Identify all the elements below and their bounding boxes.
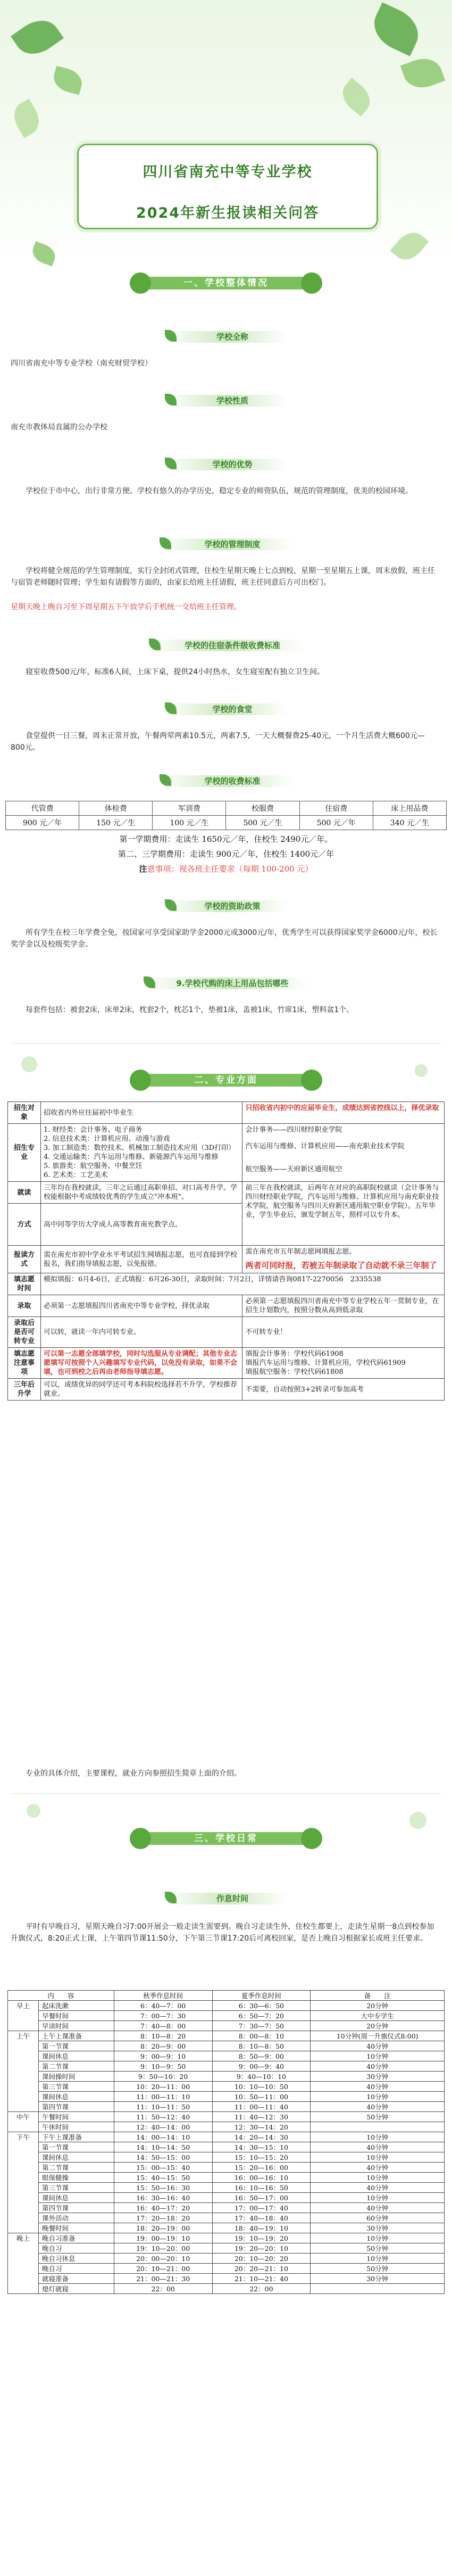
- table-cell: 10分钟: [311, 2092, 445, 2102]
- row-key: 三年后升学: [8, 1379, 41, 1401]
- section-label: 9.学校代购的床上用品包括哪些: [176, 979, 289, 988]
- table-cell: 第一节课: [38, 2142, 114, 2152]
- table-cell: 必须第一志愿填报四川省南充中等专业学校五年一贯制专业，在招生计划数内，按照分数从高到低录取: [242, 1295, 445, 1317]
- chapter-heading: [133, 1070, 319, 1091]
- table-row: [8, 2243, 445, 2254]
- table-cell: 第三节课: [38, 2183, 114, 2193]
- table-cell: 18：40—19：10: [212, 2223, 311, 2233]
- section-text: 寝室收费500元/年，标准6人间，上床下桌，提供24小时热水，女生寝室配有独立卫生间。: [26, 668, 325, 676]
- table-cell: 11：40—12：30: [212, 2112, 311, 2122]
- table-header-cell: 代管费: [6, 801, 79, 816]
- table-cell: 10：20—11：00: [114, 2082, 212, 2092]
- section-text: 所有学生在校三年学费全免，按国家可享受国家助学金2000元或3000元/年，优秀学生可以获得国家奖学金6000元/年，校长奖学金以及校级奖学金。: [11, 929, 438, 949]
- table-cell: 40分钟: [311, 2163, 445, 2173]
- table-cell: 20：20—21：10: [212, 2264, 311, 2274]
- table-cell: 21：10—21：40: [212, 2274, 311, 2284]
- table-row: [8, 1102, 445, 1124]
- highlight-text: 两者可同时报，若被五年制录取了自动就不录三年制了: [245, 1261, 437, 1270]
- section-label: 学校的资助政策: [204, 901, 261, 911]
- table-cell: 30分钟: [311, 2072, 445, 2082]
- table-header-cell: 备 注: [311, 1991, 445, 2001]
- table-cell: 11：00—11：40: [212, 2102, 311, 2112]
- table-cell: 晚自习准备: [38, 2233, 114, 2243]
- table-cell: 就寝准备: [38, 2274, 114, 2284]
- table-header-cell: 体检费: [79, 801, 153, 816]
- table-row: [8, 1246, 445, 1273]
- table-cell: 19：00—19：10: [114, 2233, 212, 2243]
- table-cell: 40分钟: [311, 2061, 445, 2072]
- table-cell: 第四节课: [38, 2102, 114, 2112]
- fee-summary: 第一学期费用：走读生 1650元／年，住校生 2490元／年。: [119, 834, 333, 844]
- table-cell: 10分钟: [311, 2254, 445, 2264]
- decoration: [409, 1812, 426, 1829]
- row-key: 报读方式: [8, 1246, 41, 1273]
- table-cell: 14：20—14：30: [212, 2132, 311, 2142]
- title-card: [77, 144, 378, 229]
- period-label: 晚上: [8, 2233, 39, 2294]
- table-cell: 40分钟: [311, 2183, 445, 2193]
- list-item: 填报汽车运用与维修、计算机应用，学校代码61909: [245, 1359, 406, 1367]
- table-cell: 16：30—16：40: [114, 2193, 212, 2203]
- table-cell: 30分钟: [311, 2223, 445, 2233]
- table-row: [8, 1295, 445, 1317]
- section-heading: [165, 697, 287, 718]
- table-cell: 第四节课: [38, 2203, 114, 2213]
- notice-text: 星期天晚上晚自习至下周星期五下午放学后手机统一交给班主任管理。: [11, 603, 241, 611]
- section-label: 作息时间: [216, 1894, 248, 1903]
- table-cell: 500 元／年: [299, 816, 373, 830]
- table-header-cell: 军训费: [153, 801, 226, 816]
- decoration: [21, 1056, 37, 1072]
- table-cell: 40分钟: [311, 2041, 445, 2051]
- table-cell: 9：50—10：20: [114, 2072, 212, 2082]
- table-cell: 9：00—9：40: [212, 2061, 311, 2072]
- table-cell: 19：10—20：00: [114, 2243, 212, 2254]
- table-cell: 20分钟: [311, 2021, 445, 2031]
- table-row: [8, 2122, 445, 2132]
- table-cell: 8：20—9：00: [114, 2041, 212, 2051]
- period-label: 中午: [8, 2112, 39, 2132]
- table-cell: 7：30—7：50: [212, 2021, 311, 2031]
- table-cell: 900 元／年: [6, 816, 79, 830]
- table-cell: 10分钟: [311, 2233, 445, 2243]
- table-cell: 22：00: [114, 2284, 212, 2294]
- table-cell: 14：30—15：10: [212, 2142, 311, 2152]
- table-cell: 15：50—16：30: [114, 2183, 212, 2193]
- list-item: 汽车运用与维修、计算机应用——南充职业技术学院: [245, 1142, 405, 1150]
- chapter-label: 一、学校整体情况: [183, 278, 269, 288]
- table-cell: 14：10—14：50: [114, 2142, 212, 2152]
- row-key: 录取: [8, 1295, 41, 1317]
- table-cell: 7：00—7：30: [114, 2011, 212, 2021]
- table-cell: 眼保健操: [38, 2173, 114, 2183]
- cell-text: 需在南充市五年制志愿网填报志愿。: [245, 1248, 356, 1256]
- table-cell: 第二节课: [38, 2163, 114, 2173]
- table-cell: 10：10—10：50: [212, 2082, 311, 2092]
- table-cell: 22：00: [212, 2284, 311, 2294]
- table-cell: [242, 1124, 445, 1182]
- table-row: [8, 1317, 445, 1348]
- table-row: [8, 2082, 445, 2092]
- table-cell: 晚自习: [38, 2264, 114, 2274]
- table-cell: 下午上课准备: [38, 2132, 114, 2142]
- section-heading: [160, 769, 292, 790]
- section-text: 学校位于市中心，出行非常方便。学校有悠久的办学历史，稳定专业的师资队伍，规范的管理制度，优美的校园环境。: [26, 487, 413, 495]
- list-item: 1. 财经类：会计事务、电子商务: [43, 1126, 143, 1134]
- row-key: 填志愿注意事项: [8, 1348, 41, 1379]
- list-item: 填报会计事务：学校代码61908: [245, 1350, 344, 1358]
- table-cell: 熄灯就寝: [38, 2284, 114, 2294]
- table-row: [8, 2011, 445, 2021]
- section-label: 学校性质: [216, 396, 248, 405]
- table-cell: 招收省内外应往届初中毕业生: [40, 1102, 242, 1124]
- table-cell: 课间休息: [38, 2051, 114, 2061]
- section-heading: [149, 633, 303, 655]
- table-cell: 6：40—7：00: [114, 2001, 212, 2011]
- table-cell: 40分钟: [311, 2203, 445, 2213]
- decoration: [27, 1804, 40, 1818]
- table-cell: 50分钟: [311, 2112, 445, 2122]
- table-cell: 16：40—17：20: [114, 2203, 212, 2213]
- table-cell: 课间休息: [38, 2152, 114, 2163]
- table-cell: 10分钟: [311, 2051, 445, 2061]
- table-cell: 19：10—19：20: [212, 2233, 311, 2243]
- table-row: [6, 816, 447, 830]
- table-row: [8, 2223, 445, 2233]
- table-row: [8, 2021, 445, 2031]
- table-cell: 10分钟(周一升旗仪式8:00): [311, 2031, 445, 2041]
- table-cell: 17：00—17：40: [212, 2203, 311, 2213]
- table-cell: 8：50—9：00: [212, 2051, 311, 2061]
- list-item: 2. 信息技术类：计算机应用、动漫与游戏: [43, 1135, 170, 1143]
- table-cell: 16：10—16：50: [212, 2183, 311, 2193]
- table-cell: 11：50—12：40: [114, 2112, 212, 2122]
- table-cell: 14：00—14：10: [114, 2132, 212, 2142]
- section-heading: [144, 971, 308, 992]
- list-item: 3. 加工制造类：数控技术、机械加工制造技术应用（3D打印）: [43, 1144, 236, 1152]
- table-cell: 起床洗漱: [38, 2001, 114, 2011]
- table-cell: [40, 1124, 242, 1182]
- table-row: [8, 2203, 445, 2213]
- table-cell: 上午上课准备: [38, 2031, 114, 2041]
- table-cell: 150 元／生: [79, 816, 153, 830]
- table-row: [8, 2284, 445, 2294]
- table-cell: 10：50—11：00: [212, 2092, 311, 2102]
- section-heading: [160, 532, 292, 553]
- table-header-cell: 夏季作息时间: [212, 1991, 311, 2001]
- table-cell: 前三年在我校就读，后两年在对应的高职院校就读（会计事务与四川财经职业学院，汽车运用与维修、计算机应用与南充职业技术学院，航空服务与四川天府新区通用航空职业学院）。五年毕业，学生毕业后，颁发学制五年，照样可以专升本。: [242, 1182, 445, 1246]
- list-item: 6. 艺术类：工艺美术: [43, 1171, 108, 1179]
- table-cell: 20分钟: [311, 2001, 445, 2011]
- table-row: [8, 2193, 445, 2203]
- table-cell: 可以转，就读一年内可转专业。: [40, 1317, 242, 1348]
- table-cell: 课外活动: [38, 2213, 114, 2223]
- table-cell: 课间休息: [38, 2193, 114, 2203]
- section-text: 每套件包括：被套2床，床单2床，枕套2个，枕芯1个，垫被1床，盖被1床，竹席1床，塑料盆1个。: [26, 1006, 354, 1014]
- major-table: [7, 1101, 445, 1401]
- table-cell: 模拟填报：6月4-6日，正式填报：6月26-30日，录取时间：7月2日，详情请咨询0817-2270056 2335538: [40, 1273, 444, 1295]
- table-row: [8, 2092, 445, 2102]
- section-heading: [165, 325, 287, 346]
- table-cell: 10分钟: [311, 2132, 445, 2142]
- table-cell: 大中专学生: [311, 2011, 445, 2021]
- chapter-label: 二、专业方面: [194, 1075, 258, 1086]
- page-subtitle: 2024年新生报读相关问答: [136, 205, 320, 221]
- table-cell: 40分钟: [311, 2102, 445, 2112]
- table-row: [8, 2132, 445, 2142]
- table-cell: 6：30—6：50: [212, 2001, 311, 2011]
- table-cell: 50分钟: [311, 2243, 445, 2254]
- page-title: 四川省南充中等专业学校: [143, 164, 313, 180]
- table-row: [8, 2213, 445, 2223]
- table-cell: 课间休息: [38, 2092, 114, 2102]
- table-cell: 8：10—8：20: [114, 2031, 212, 2041]
- table-cell: 60分钟: [311, 2213, 445, 2223]
- list-item: 航空服务——天府新区通用航空: [245, 1165, 342, 1173]
- section-label: 学校的住宿条件级收费标准: [184, 641, 280, 650]
- table-row: [8, 2061, 445, 2072]
- table-cell: 晚餐时间: [38, 2223, 114, 2233]
- table-cell: 15：20—16：00: [212, 2163, 311, 2173]
- row-key: 招生专业: [8, 1124, 41, 1182]
- table-cell: 可以第一志愿全部填学校，同时勾选服从专业调配；其他专业志愿填写可按照个人兴趣填写专业代码，以免没有录取，如果不会填，也可到校之后再由老师指导填志愿。: [40, 1348, 242, 1379]
- table-row: [8, 1379, 445, 1401]
- table-header-cell: 校服费: [226, 801, 299, 816]
- section-text: 学校将健全规范的学生管理制度，实行全封闭式管理，住校生星期天晚上七点到校，星期一至星期五上课，周末放假，班主任与宿管老师随时管理；学生如有请假等方面的，由家长给班主任请假，班主任同意后方可出校门。: [11, 567, 435, 587]
- table-row: [8, 2072, 445, 2082]
- table-cell: 必须第一志愿填报四川省南充中等专业学校，择优录取: [40, 1295, 242, 1317]
- table-cell: 第三节课: [38, 2082, 114, 2092]
- list-item: 4. 交通运输类：汽车运用与维修、新能源汽车运用与维修: [43, 1153, 219, 1161]
- table-row: [8, 2142, 445, 2152]
- section-label: 学校的食堂: [212, 705, 253, 714]
- table-cell: 高中同等学历大学成人高等教育南充教学点。: [40, 1204, 242, 1246]
- decoration: [415, 1064, 428, 1077]
- table-cell: 9：10—9：50: [114, 2061, 212, 2072]
- divider: [11, 1793, 441, 1794]
- section-text: 食堂提供一日三餐，周末正常开放，午餐两荤两素10.5元，两素7.5，一天大概餐费25-40元，一个月生活费大概600元—800元。: [11, 732, 425, 752]
- table-header-cell: 秋季作息时间: [114, 1991, 212, 2001]
- table-cell: 早读时间: [38, 2021, 114, 2031]
- table-row: [8, 2001, 445, 2011]
- table-row: [8, 1273, 445, 1295]
- section-label: 学校的管理制度: [204, 540, 261, 549]
- table-row: [8, 2233, 445, 2243]
- table-cell: 20：00—20：10: [114, 2254, 212, 2264]
- table-cell: 8：10—8：50: [212, 2041, 311, 2051]
- table-cell: 只招收省内初中的应届毕业生，成绩达到省控线以上，择优录取: [242, 1102, 445, 1124]
- table-row: [8, 2264, 445, 2274]
- table-cell: 第二节课: [38, 2061, 114, 2072]
- section-label: 学校的收费标准: [204, 776, 261, 786]
- section-label: 学校全称: [216, 332, 248, 342]
- table-row: [8, 2173, 445, 2183]
- list-item: 5. 旅游类：航空服务、中餐烹饪: [43, 1162, 143, 1170]
- table-cell: 晚自习: [38, 2243, 114, 2254]
- table-cell: 500 元／生: [226, 816, 299, 830]
- table-cell: 午休时间: [38, 2122, 114, 2132]
- table-cell: 午餐时间: [38, 2112, 114, 2122]
- table-row: [8, 2163, 445, 2173]
- section-heading: [165, 1886, 287, 1908]
- table-cell: 不可转专业！: [242, 1317, 445, 1348]
- section-heading: [165, 894, 287, 915]
- table-row: [8, 2102, 445, 2112]
- table-row: [8, 2031, 445, 2041]
- table-cell: 17：20—18：20: [114, 2213, 212, 2223]
- table-cell: 15：40—15：50: [114, 2173, 212, 2183]
- section-text: 南充市教体局直属的公办学校: [11, 423, 107, 432]
- table-cell: 晚自习休息: [38, 2254, 114, 2264]
- table-cell: 7：40—8：00: [114, 2021, 212, 2031]
- table-cell: 11：10—11：50: [114, 2102, 212, 2112]
- table-row: [8, 2041, 445, 2051]
- table-cell: 11：00—11：10: [114, 2092, 212, 2102]
- section-heading: [165, 452, 287, 474]
- table-cell: 15：00—15：40: [114, 2163, 212, 2173]
- fee-note-prefix: 注: [139, 864, 147, 874]
- table-cell: 6：50—7：20: [212, 2011, 311, 2021]
- table-cell: 30分钟: [311, 2274, 445, 2284]
- table-row: [8, 1182, 445, 1204]
- table-cell: 10分钟: [311, 2173, 445, 2183]
- table-cell: 三年均在我校就读，三年之后通过高职单招、对口高考升学。学校能根据中考成绩较优秀的学生成立"冲本班"。: [40, 1182, 242, 1204]
- table-cell: 课间操时间: [38, 2072, 114, 2082]
- table-cell: 9：00—9：10: [114, 2051, 212, 2061]
- table-cell: 可以，成绩优异的同学还可考本科院校选择若不升学，学校推荐就业。: [40, 1379, 242, 1401]
- period-label: 早上: [8, 2001, 39, 2031]
- schedule-table: [7, 1990, 445, 2294]
- table-cell: 40分钟: [311, 2082, 445, 2092]
- chapter-heading: [133, 272, 319, 294]
- table-cell: 16：50—17：00: [212, 2193, 311, 2203]
- table-cell: 不需要，自动按照3+2转录可参加高考: [242, 1379, 445, 1401]
- section-text: 专业的具体介绍，主要课程，就业方向参照招生简章上面的介绍。: [26, 1769, 241, 1778]
- fee-summary: 第二、三学期费用：走读生 900元／年，住校生 1400元／年: [118, 849, 334, 859]
- table-cell: [242, 1348, 445, 1379]
- table-cell: 340 元／生: [373, 816, 446, 830]
- section-text: 平时有早晚自习，星期天晚自习7:00开展会一般走读生需要到。晚自习走读生外，住校生都要上，走读生星期一8点到校参加升旗仪式，8:20正式上课，上午第四节课11:50分，下午第三节课17:20后可离校回家，是否上晚自习根据家长或班主任要求。: [11, 1923, 434, 1943]
- list-item: 会计事务——四川财经职业学院: [245, 1126, 342, 1134]
- table-row: [6, 801, 447, 816]
- section-text: 四川省南充中等专业学校（南充财贸学校）: [11, 359, 152, 368]
- table-cell: 需在南充市初中学业水平考试招生网填报志愿，也可直接到学校报名，我们指导填报志愿，以免报错。: [40, 1246, 242, 1273]
- table-cell: 16：00—16：10: [212, 2173, 311, 2183]
- table-cell: 12：30—14：20: [212, 2122, 311, 2132]
- table-header-cell: 床上用品费: [373, 801, 446, 816]
- table-cell: [311, 2284, 445, 2294]
- table-cell: 19：20—20：10: [212, 2243, 311, 2254]
- table-cell: 17：40—18：40: [212, 2213, 311, 2223]
- table-row: [8, 2274, 445, 2284]
- table-cell: 第一节课: [38, 2041, 114, 2051]
- table-header-cell: 内 容: [8, 1991, 114, 2001]
- row-key: 方式: [8, 1204, 41, 1246]
- row-key: 录取后是否可转专业: [8, 1317, 41, 1348]
- table-cell: 50分钟: [311, 2264, 445, 2274]
- section-heading: [165, 388, 287, 410]
- fee-note-text: 意事项：视各班主任要求（每期 100-200 元）: [147, 864, 313, 874]
- chapter-heading: [133, 1828, 319, 1849]
- table-row: [8, 2112, 445, 2122]
- fee-note: [5, 863, 447, 874]
- table-cell: [311, 2122, 445, 2132]
- table-row: [8, 1124, 445, 1182]
- fee-table: [5, 801, 447, 830]
- chapter-label: 三、学校日常: [194, 1833, 258, 1844]
- table-header-cell: 住宿费: [299, 801, 373, 816]
- table-cell: 10分钟: [311, 2193, 445, 2203]
- table-cell: 15：10—15：20: [212, 2152, 311, 2163]
- table-cell: [242, 1246, 445, 1273]
- table-row: [8, 2051, 445, 2061]
- table-cell: 100 元／生: [153, 816, 226, 830]
- table-row: [8, 2183, 445, 2193]
- row-key: 填志愿时间: [8, 1273, 41, 1295]
- section-label: 学校的优势: [212, 460, 253, 469]
- table-cell: 40分钟: [311, 2142, 445, 2152]
- table-cell: 20：10—20：20: [212, 2254, 311, 2264]
- table-cell: 18：20—19：00: [114, 2223, 212, 2233]
- table-cell: 早餐时间: [38, 2011, 114, 2021]
- table-row: [8, 2152, 445, 2163]
- table-row: [8, 2254, 445, 2264]
- table-cell: 20：10—21：00: [114, 2264, 212, 2274]
- list-item: 填报航空服务：学校代码61808: [245, 1368, 344, 1376]
- table-cell: 8：00—8：10: [212, 2031, 311, 2041]
- row-key: 就读: [8, 1182, 41, 1204]
- table-cell: 14：50—15：00: [114, 2152, 212, 2163]
- table-row: [8, 1991, 445, 2001]
- table-cell: 10分钟: [311, 2152, 445, 2163]
- table-row: [8, 1348, 445, 1379]
- table-cell: 12：40—14：00: [114, 2122, 212, 2132]
- table-cell: 21：00—21：30: [114, 2274, 212, 2284]
- period-label: 下午: [8, 2132, 39, 2233]
- row-key: 招生对象: [8, 1102, 41, 1124]
- period-label: 上午: [8, 2031, 39, 2112]
- table-cell: 9：40—10：10: [212, 2072, 311, 2082]
